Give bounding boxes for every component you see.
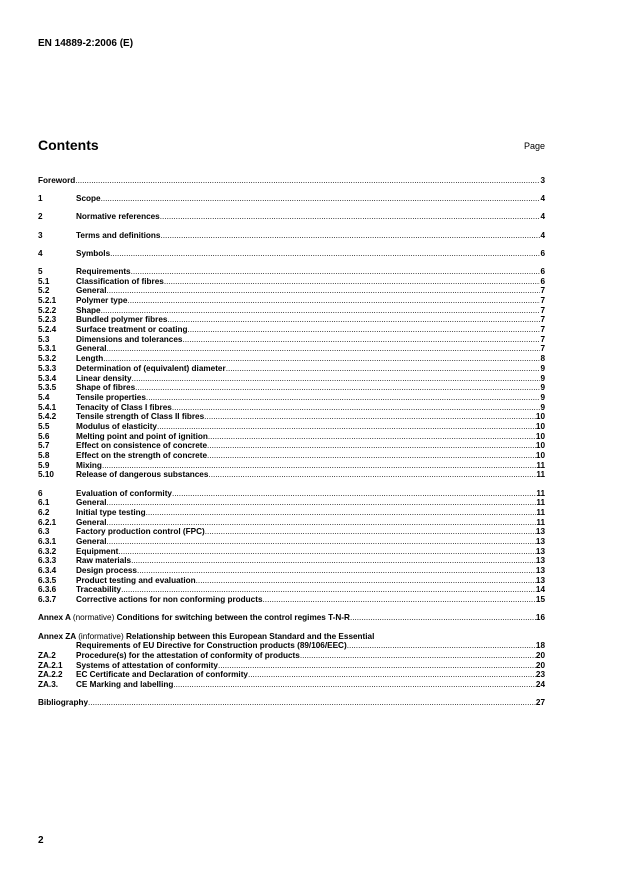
toc-entry-number: ZA.3. (38, 679, 59, 689)
toc-entry-title: Bundled polymer fibres (76, 315, 168, 325)
toc-leader-dots (102, 461, 536, 471)
toc-entry-title: Normative references (76, 212, 160, 222)
toc-entry-number: 5.7 (38, 441, 50, 451)
toc-entry[interactable] (38, 432, 545, 442)
annex-za-first-line (38, 632, 545, 642)
toc-entry-title: Traceability (76, 585, 122, 595)
toc-entry-number: 6.3.4 (38, 566, 57, 576)
toc-entry-title: Mixing (76, 460, 102, 470)
toc-entry-title: Scope (76, 194, 101, 204)
toc-entry-page: 7 (540, 334, 545, 344)
toc-entry-title: General (76, 537, 107, 546)
toc-entry-title: Determination of (equivalent) diameter (76, 363, 226, 373)
toc-entry-page: 20 (535, 660, 545, 670)
toc-entry[interactable] (38, 267, 545, 277)
toc-leader-dots (110, 249, 540, 259)
toc-entry[interactable] (38, 194, 545, 204)
toc-entry-page: 7 (540, 325, 545, 335)
toc-entry-title: Factory production control (FPC) (76, 527, 205, 537)
toc-entry-number: 5.9 (38, 460, 50, 470)
toc-leader-dots (300, 651, 536, 661)
toc-entry-bibliography[interactable] (38, 698, 545, 708)
toc-entry[interactable] (38, 286, 545, 296)
toc-entry-number: 5.2.3 (38, 315, 57, 325)
annex-label (38, 613, 350, 623)
toc-entry-number: ZA.2.1 (38, 660, 63, 670)
document-header: EN 14889-2:2006 (E) (38, 38, 134, 49)
toc-leader-dots (137, 566, 536, 576)
toc-leader-dots (263, 595, 536, 605)
toc-leader-dots (107, 537, 536, 547)
toc-entry-title: Release of dangerous substances (76, 470, 209, 480)
toc-leader-dots (146, 508, 537, 518)
toc-entry[interactable] (38, 527, 545, 537)
annex-za-note: (informative) (78, 631, 124, 641)
toc-entry-page: 11 (536, 488, 545, 498)
toc-entry[interactable] (38, 441, 545, 451)
toc-entry-number: 6.3.7 (38, 595, 57, 605)
toc-entry-page: 11 (536, 460, 545, 470)
toc-entry-number: 6.2.1 (38, 517, 57, 527)
toc-leader-dots (160, 231, 540, 241)
toc-entry[interactable] (38, 325, 545, 335)
toc-entry[interactable] (38, 403, 545, 413)
toc-entry-title: Tenacity of Class I fibres (76, 402, 172, 412)
toc-leader-dots (121, 585, 536, 595)
toc-leader-dots (172, 489, 536, 499)
toc-entry-annex-za[interactable] (38, 632, 545, 651)
toc-entry-title: General (76, 498, 107, 508)
toc-entry-page: 13 (535, 556, 545, 566)
toc-entry-title: Linear density (76, 373, 132, 383)
toc-leader-dots (146, 393, 541, 403)
toc-entry[interactable] (38, 231, 545, 241)
toc-entry[interactable] (38, 335, 545, 345)
toc-leader-dots (131, 267, 541, 277)
toc-leader-dots (160, 212, 541, 222)
toc-entry[interactable] (38, 393, 545, 403)
toc-leader-dots (208, 432, 536, 442)
toc-entry[interactable] (38, 461, 545, 471)
toc-entry-number: 5.8 (38, 451, 50, 460)
toc-entry-title: Shape (76, 305, 101, 315)
annex-a-title: Conditions for switching between the control regimes T-N-R (116, 613, 350, 623)
page-column-label: Page (523, 141, 545, 151)
toc-entry-annex-a[interactable] (38, 613, 545, 623)
toc-leader-dots (88, 698, 536, 708)
toc-entry[interactable] (38, 383, 545, 393)
toc-entry-title: Modulus of elasticity (76, 421, 157, 431)
toc-entry[interactable] (38, 277, 545, 287)
toc-entry-number: ZA.2 (38, 650, 56, 660)
toc-entry-number: 6.1 (38, 498, 50, 508)
toc-leader-dots (101, 306, 541, 316)
toc-entry[interactable] (38, 374, 545, 384)
toc-entry-page: 9 (540, 402, 545, 412)
toc-entry[interactable] (38, 498, 545, 508)
toc-entry[interactable] (38, 364, 545, 374)
toc-entry-title: Surface treatment or coating (76, 325, 188, 335)
toc-entry-title: Melting point and point of ignition (76, 431, 208, 441)
annex-za-label: Annex ZA (38, 631, 76, 641)
toc-entry[interactable] (38, 576, 545, 586)
annex-a-note: (normative) (72, 613, 115, 623)
toc-entry-number: 5.3.4 (38, 373, 57, 383)
toc-entry-number: 5.2.2 (38, 305, 57, 315)
toc-entry-title: General (76, 344, 107, 354)
toc-entry-number: 5.3.5 (38, 383, 57, 393)
toc-leader-dots (107, 344, 541, 354)
toc-entry-page: 10 (535, 431, 545, 441)
toc-leader-dots (207, 451, 536, 461)
toc-leader-dots (157, 422, 536, 432)
toc-entry[interactable] (38, 344, 545, 354)
toc-leader-dots (132, 374, 541, 384)
toc-entry-page: 10 (535, 451, 545, 460)
toc-entry[interactable] (38, 651, 545, 661)
toc-entry-page: 10 (535, 441, 545, 451)
toc-entry[interactable] (38, 670, 545, 680)
toc-entry-number: 5 (38, 266, 43, 276)
toc-entry-page: 7 (540, 286, 545, 296)
toc-entry-page: 7 (540, 315, 545, 325)
toc-leader-dots (196, 576, 536, 586)
toc-entry-title: Raw materials (76, 556, 132, 566)
toc-entry-title: Shape of fibres (76, 383, 136, 393)
toc-entry-page: 7 (540, 296, 545, 305)
table-of-contents (38, 176, 545, 708)
toc-leader-dots (248, 670, 536, 680)
toc-entry-number: 6.3.6 (38, 585, 57, 595)
toc-entry-page: 13 (535, 566, 545, 576)
toc-leader-dots (107, 498, 537, 508)
toc-entry-page: 3 (540, 176, 545, 185)
toc-entry-title: Dimensions and tolerances (76, 334, 183, 344)
toc-entry-title: Bibliography (38, 698, 89, 708)
toc-entry-page: 13 (535, 537, 545, 546)
page-number: 2 (38, 835, 44, 846)
toc-entry-number: 5.4.1 (38, 402, 57, 412)
toc-entry-title: Product testing and evaluation (76, 575, 196, 585)
toc-entry-number: ZA.2.2 (38, 670, 63, 680)
toc-entry-page: 9 (540, 383, 545, 393)
toc-entry-page: 14 (535, 585, 545, 595)
toc-entry[interactable] (38, 212, 545, 222)
toc-entry-title: General (76, 517, 107, 527)
toc-entry-title: Tensile strength of Class II fibres (76, 412, 205, 422)
toc-entry-title: Terms and definitions (76, 230, 161, 240)
toc-entry-number: 5.10 (38, 470, 54, 480)
toc-entry-number: 5.2.1 (38, 296, 57, 305)
toc-entry-number: 5.1 (38, 276, 50, 286)
toc-entry-title: Procedure(s) for the attestation of conformity of products (76, 650, 300, 660)
toc-entry-page: 4 (540, 212, 545, 222)
toc-entry[interactable] (38, 537, 545, 547)
toc-entry-title: General (76, 286, 107, 296)
toc-leader-dots (207, 441, 536, 451)
toc-leader-dots (173, 680, 536, 690)
toc-entry[interactable] (38, 680, 545, 690)
toc-entry-page: 11 (536, 517, 545, 527)
toc-entry[interactable] (38, 249, 545, 259)
toc-entry-page: 27 (535, 698, 545, 708)
toc-entry[interactable] (38, 176, 545, 186)
toc-entry-page: 6 (540, 266, 545, 276)
toc-entry-title: EC Certificate and Declaration of conformity (76, 670, 248, 680)
toc-leader-dots (187, 325, 540, 335)
toc-entry[interactable] (38, 306, 545, 316)
toc-entry-page: 7 (540, 344, 545, 354)
toc-entry-number: 6.3.2 (38, 546, 57, 556)
toc-leader-dots (101, 194, 541, 204)
toc-entry[interactable] (38, 489, 545, 499)
toc-entry[interactable] (38, 508, 545, 518)
toc-entry[interactable] (38, 422, 545, 432)
toc-entry-page: 8 (540, 354, 545, 364)
toc-entry-number: 6.3.1 (38, 537, 57, 546)
toc-entry-number: 4 (38, 248, 43, 258)
toc-entry-number: 5.4.2 (38, 412, 57, 422)
toc-entry-page: 9 (540, 392, 545, 402)
toc-entry[interactable] (38, 547, 545, 557)
toc-entry-title: Evaluation of conformity (76, 488, 172, 498)
toc-entry-number: 5.4 (38, 392, 50, 402)
toc-entry-number: 6 (38, 488, 43, 498)
toc-entry-page: 9 (540, 363, 545, 373)
toc-leader-dots (226, 364, 541, 374)
toc-entry[interactable] (38, 470, 545, 480)
toc-entry-page: 11 (536, 470, 545, 480)
toc-entry-number: 6.3.5 (38, 575, 57, 585)
toc-entry-number: 6.3.3 (38, 556, 57, 566)
toc-entry-title: Tensile properties (76, 392, 146, 402)
toc-entry[interactable] (38, 354, 545, 364)
toc-entry-page: 11 (536, 507, 545, 517)
toc-entry[interactable] (38, 412, 545, 422)
toc-entry-page: 4 (540, 230, 545, 240)
toc-entry-page: 20 (535, 650, 545, 660)
toc-entry-title: Effect on the strength of concrete (76, 451, 208, 460)
toc-leader-dots (182, 335, 540, 345)
toc-entry-page: 23 (535, 670, 545, 680)
toc-entry-number: 6.2 (38, 507, 50, 517)
toc-entry-title: Initial type testing (76, 507, 146, 517)
toc-entry-number: 3 (38, 230, 43, 240)
toc-leader-dots (350, 613, 536, 623)
toc-entry-title: CE Marking and labelling (76, 679, 174, 689)
toc-entry-title: Equipment (76, 546, 119, 556)
toc-entry-page: 4 (540, 194, 545, 204)
toc-entry[interactable] (38, 451, 545, 461)
toc-entry-number: 5.3.2 (38, 354, 57, 364)
toc-entry[interactable] (38, 585, 545, 595)
toc-leader-dots (204, 412, 536, 422)
toc-leader-dots (208, 470, 536, 480)
toc-entry-page: 16 (535, 613, 545, 623)
toc-entry-page: 13 (535, 546, 545, 556)
toc-entry-title: Design process (76, 566, 137, 576)
toc-leader-dots (107, 518, 537, 528)
toc-entry-page: 13 (535, 575, 545, 585)
toc-entry-page: 15 (535, 595, 545, 605)
toc-leader-dots (75, 176, 540, 186)
toc-entry[interactable] (38, 315, 545, 325)
toc-entry-title: Polymer type (76, 296, 128, 305)
toc-entry-page: 6 (540, 248, 545, 258)
toc-entry-number: 5.3 (38, 334, 50, 344)
toc-leader-dots (347, 641, 536, 651)
toc-entry-title: Effect on consistence of concrete (76, 441, 208, 451)
toc-entry[interactable] (38, 566, 545, 576)
toc-leader-dots (172, 403, 541, 413)
toc-entry-title: Length (76, 354, 104, 364)
toc-leader-dots (135, 383, 540, 393)
toc-leader-dots (205, 527, 536, 537)
toc-entry-page: 11 (536, 498, 545, 508)
toc-entry-number: 6.3 (38, 527, 50, 537)
annex-a-label: Annex A (38, 613, 71, 623)
toc-entry-page: 6 (540, 276, 545, 286)
toc-entry-page: 10 (535, 412, 545, 422)
toc-entry-page: 9 (540, 373, 545, 383)
toc-entry-number: 5.2.4 (38, 325, 57, 335)
toc-entry[interactable] (38, 296, 545, 306)
toc-entry-page: 10 (535, 421, 545, 431)
toc-leader-dots (164, 277, 541, 287)
toc-entry-number: 5.6 (38, 431, 50, 441)
toc-entry-number: 5.3.3 (38, 363, 57, 373)
toc-entry-page: 7 (540, 305, 545, 315)
toc-entry-number: 5.2 (38, 286, 50, 296)
toc-leader-dots (218, 661, 536, 671)
toc-entry[interactable] (38, 595, 545, 605)
toc-entry-title: Corrective actions for non conforming products (76, 595, 263, 605)
toc-leader-dots (127, 296, 540, 306)
toc-leader-dots (118, 547, 536, 557)
annex-za-title-line2: Requirements of EU Directive for Construction products (89/106/EEC) (76, 641, 347, 651)
toc-entry-number: 1 (38, 194, 43, 204)
toc-leader-dots (167, 315, 540, 325)
toc-entry-number: 2 (38, 212, 43, 222)
toc-entry-title: Symbols (76, 248, 111, 258)
toc-leader-dots (131, 556, 536, 566)
toc-entry-page: 13 (535, 527, 545, 537)
toc-entry-number: 5.5 (38, 421, 50, 431)
contents-title: Contents (38, 137, 99, 153)
toc-entry-page: 24 (535, 679, 545, 689)
toc-entry-title: Systems of attestation of conformity (76, 660, 218, 670)
toc-leader-dots (103, 354, 540, 364)
toc-entry-page: 18 (535, 641, 545, 651)
toc-entry[interactable] (38, 518, 545, 528)
toc-entry-title: Classification of fibres (76, 276, 164, 286)
toc-entry[interactable] (38, 556, 545, 566)
toc-entry[interactable] (38, 661, 545, 671)
annex-za-second-line (38, 641, 545, 651)
toc-entry-number: 5.3.1 (38, 344, 57, 354)
annex-za-title-line1: Relationship between this European Standard and the Essential (125, 631, 375, 641)
toc-entry-title: Foreword (38, 176, 76, 185)
toc-leader-dots (107, 286, 541, 296)
toc-entry-title: Requirements (76, 266, 131, 276)
